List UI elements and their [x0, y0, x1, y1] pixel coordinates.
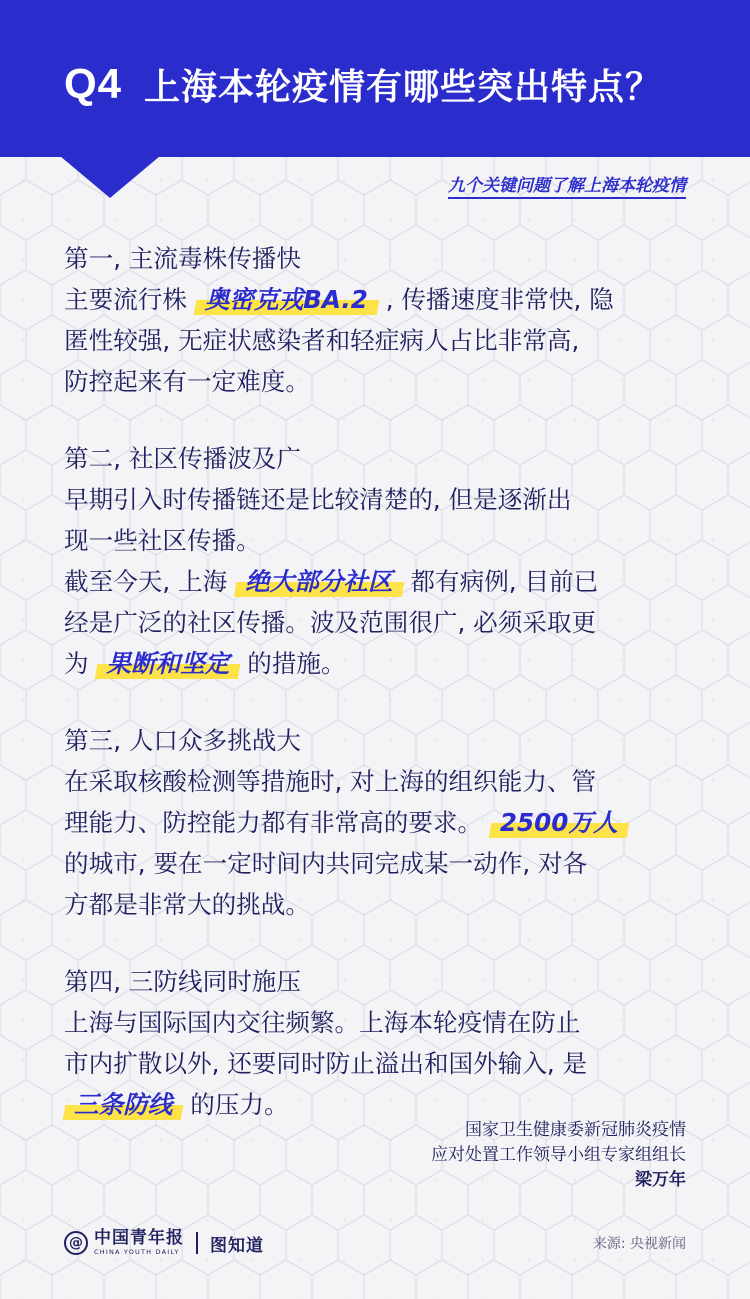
line-text: 匿性较强, 无症状感染者和轻症病人占比非常高,	[64, 326, 580, 355]
highlighted-text: 2500万人	[499, 808, 618, 837]
paragraph-line	[64, 1002, 694, 1043]
line-text: 截至今天, 上海	[64, 567, 236, 596]
series-subtitle-link[interactable]: 九个关键问题了解上海本轮疫情	[448, 171, 686, 199]
highlighted-phrase	[64, 1084, 182, 1125]
highlighted-phrase	[235, 561, 403, 602]
title-text: 上海本轮疫情有哪些突出特点？	[144, 66, 663, 108]
page-title	[64, 54, 662, 114]
brand-column-name: 图知道	[210, 1235, 264, 1256]
section-title: 第四, 三防线同时施压	[64, 967, 301, 996]
line-text: 防控起来有一定难度。	[64, 367, 310, 396]
attribution	[431, 1118, 686, 1193]
line-text: 上海与国际国内交往频繁。上海本轮疫情在防止	[64, 1008, 581, 1037]
section-title: 第三, 人口众多挑战大	[64, 726, 301, 755]
paragraph-line	[64, 884, 694, 925]
section-4	[64, 961, 694, 1125]
line-text: 都有病例, 目前已	[402, 567, 599, 596]
highlighted-text: 绝大部分社区	[245, 567, 393, 596]
brand-name-en: CHINA YOUTH DAILY	[94, 1248, 180, 1257]
brand-name	[94, 1230, 184, 1256]
section-title: 第一, 主流毒株传播快	[64, 244, 301, 273]
highlighted-text: 三条防线	[74, 1090, 173, 1119]
attribution-name: 梁万年	[635, 1170, 686, 1190]
paragraph-line	[64, 643, 694, 684]
highlighted-text: 奥密克戎BA.2	[204, 285, 368, 314]
line-text: 方都是非常大的挑战。	[64, 890, 310, 919]
paragraph-line	[64, 279, 694, 320]
paragraph-line	[64, 802, 694, 843]
brand-logo	[64, 1230, 264, 1256]
highlighted-phrase	[195, 279, 378, 320]
line-text: 早期引入时传播链还是比较清楚的, 但是逐渐出	[64, 485, 572, 514]
line-text: 为	[64, 649, 97, 678]
source-credit: 来源: 央视新闻	[592, 1236, 686, 1252]
brand-divider	[196, 1232, 198, 1254]
section-3	[64, 720, 694, 925]
paragraph-line	[64, 561, 694, 602]
brand-name-cn: 中国青年报	[94, 1228, 184, 1249]
question-number: Q4	[64, 60, 123, 107]
line-text: , 传播速度非常快, 隐	[377, 285, 614, 314]
section-2	[64, 438, 694, 684]
line-text: 现一些社区传播。	[64, 526, 261, 555]
paragraph-line	[64, 1043, 694, 1084]
line-text: 的措施。	[239, 649, 346, 678]
header-notch	[60, 156, 160, 198]
attribution-line-2: 应对处置工作领导小组专家组组长	[431, 1145, 686, 1165]
line-text: 在采取核酸检测等措施时, 对上海的组织能力、管	[64, 767, 597, 796]
paragraph-line	[64, 602, 694, 643]
line-text: 理能力、防控能力都有非常高的要求。	[64, 808, 490, 837]
highlighted-phrase	[96, 643, 239, 684]
section-1	[64, 238, 694, 402]
article-body	[64, 238, 694, 1161]
attribution-line-1: 国家卫生健康委新冠肺炎疫情	[465, 1120, 686, 1140]
line-text: 市内扩散以外, 还要同时防止溢出和国外输入, 是	[64, 1049, 588, 1078]
at-sign-icon: @	[64, 1231, 88, 1255]
footer	[64, 1228, 686, 1258]
line-text: 的城市, 要在一定时间内共同完成某一动作, 对各	[64, 849, 588, 878]
paragraph-line	[64, 843, 694, 884]
paragraph-line	[64, 361, 694, 402]
paragraph-line	[64, 520, 694, 561]
paragraph-line	[64, 761, 694, 802]
highlighted-text: 果断和坚定	[106, 649, 230, 678]
line-text: 的压力。	[182, 1090, 289, 1119]
line-text: 主要流行株	[64, 285, 195, 314]
highlighted-phrase	[490, 802, 628, 843]
section-title: 第二, 社区传播波及广	[64, 444, 301, 473]
line-text: 经是广泛的社区传播。波及范围很广, 必须采取更	[64, 608, 597, 637]
paragraph-line	[64, 320, 694, 361]
paragraph-line	[64, 479, 694, 520]
